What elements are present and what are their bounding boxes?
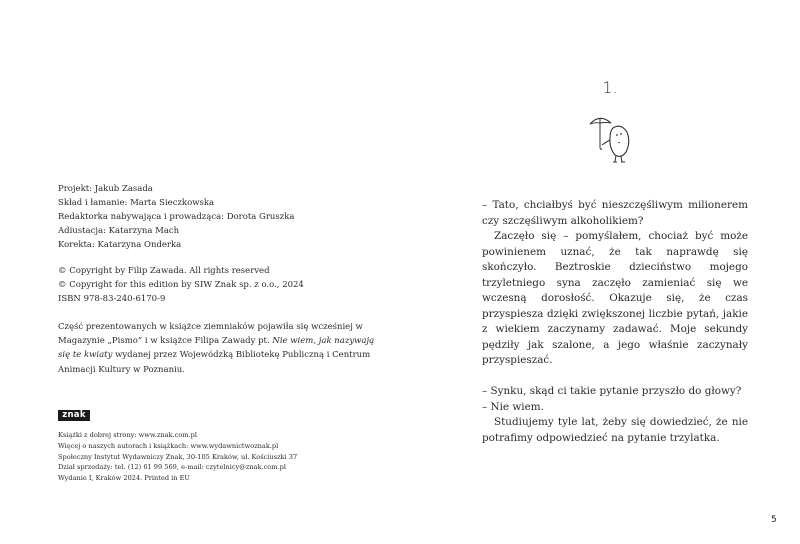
- paragraph: Studiujemy tyle lat, żeby się dowiedzieć, że nie potrafimy odpowiedzieć na pytanie trzylatka.: [482, 416, 748, 444]
- publication-note: [58, 320, 388, 377]
- credit-line: Skład i łamanie: Marta Sieczkowska: [58, 198, 215, 208]
- paragraph: – Synku, skąd ci takie pytanie przyszło do głowy?: [482, 385, 742, 397]
- page-number: 5: [771, 515, 777, 525]
- copyright-block: [58, 264, 388, 306]
- publisher-line: Społeczny Instytut Wydawniczy Znak, 30-105 Kraków, ul. Kościuszki 37: [58, 452, 298, 461]
- publisher-line: Więcej o naszych autorach i książkach: www.wydawnictwoznak.pl: [58, 441, 279, 450]
- credit-line: Adiustacja: Katarzyna Mach: [58, 226, 180, 236]
- publisher-info: [58, 430, 297, 484]
- paragraph: Zaczęło się – pomyślałem, chociaż być może powinienem uznać, że tak naprawdę się skończyło. Beztroskie dzieciństwo mojego trzyletniego syna zaczęło zamieniać się we wczesną dorosłość. Okazuje się, że czas przyspiesza dzięki zwiększonej liczbie pytań, jakie z wiekiem zaczynamy zadawać. Moje sekundy pędziły jak szalone, a jego właśnie zaczynały przyspieszać.: [482, 230, 748, 366]
- chapter-text: [482, 198, 748, 446]
- credit-line: Projekt: Jakub Zasada: [58, 184, 153, 194]
- znak-logo: znak: [58, 410, 90, 421]
- potato-with-umbrella-icon: [584, 112, 644, 172]
- copyright-line: © Copyright for this edition by SIW Znak sp. z o.o., 2024: [58, 280, 304, 290]
- credit-line: Redaktorka nabywająca i prowadząca: Dorota Gruszka: [58, 212, 295, 222]
- credits-list: [58, 182, 388, 252]
- publisher-line: Wydanie I, Kraków 2024. Printed in EU: [58, 474, 190, 483]
- note-title-italic: Nie wiem, jak nazywają się te kwiaty: [58, 336, 375, 361]
- copyright-line: © Copyright by Filip Zawada. All rights reserved: [58, 266, 270, 276]
- chapter-number: 1.: [602, 78, 618, 97]
- paragraph: – Nie wiem.: [482, 400, 544, 413]
- imprint-block: [58, 182, 388, 377]
- note-text: wydanej przez Wojewódzką Bibliotekę Publiczną i Centrum Animacji Kultury w Poznaniu.: [58, 350, 371, 375]
- publisher-line: Książki z dobrej strony: www.znak.com.pl: [58, 431, 197, 439]
- publisher-line: Dział sprzedaży: tel. (12) 61 99 569, e-mail: czytelnicy@znak.com.pl: [58, 463, 286, 472]
- isbn-line: ISBN 978-83-240-6170-9: [58, 294, 166, 304]
- note-text: Część prezentowanych w książce ziemniaków pojawiła się wcześniej w Magazynie „Pismo” i w książce Filipa Zawady pt.: [58, 322, 363, 347]
- paragraph: – Tato, chciałbyś być nieszczęśliwym milionerem czy szczęśliwym alkoholikiem?: [482, 199, 748, 227]
- credit-line: Korekta: Katarzyna Onderka: [58, 240, 182, 250]
